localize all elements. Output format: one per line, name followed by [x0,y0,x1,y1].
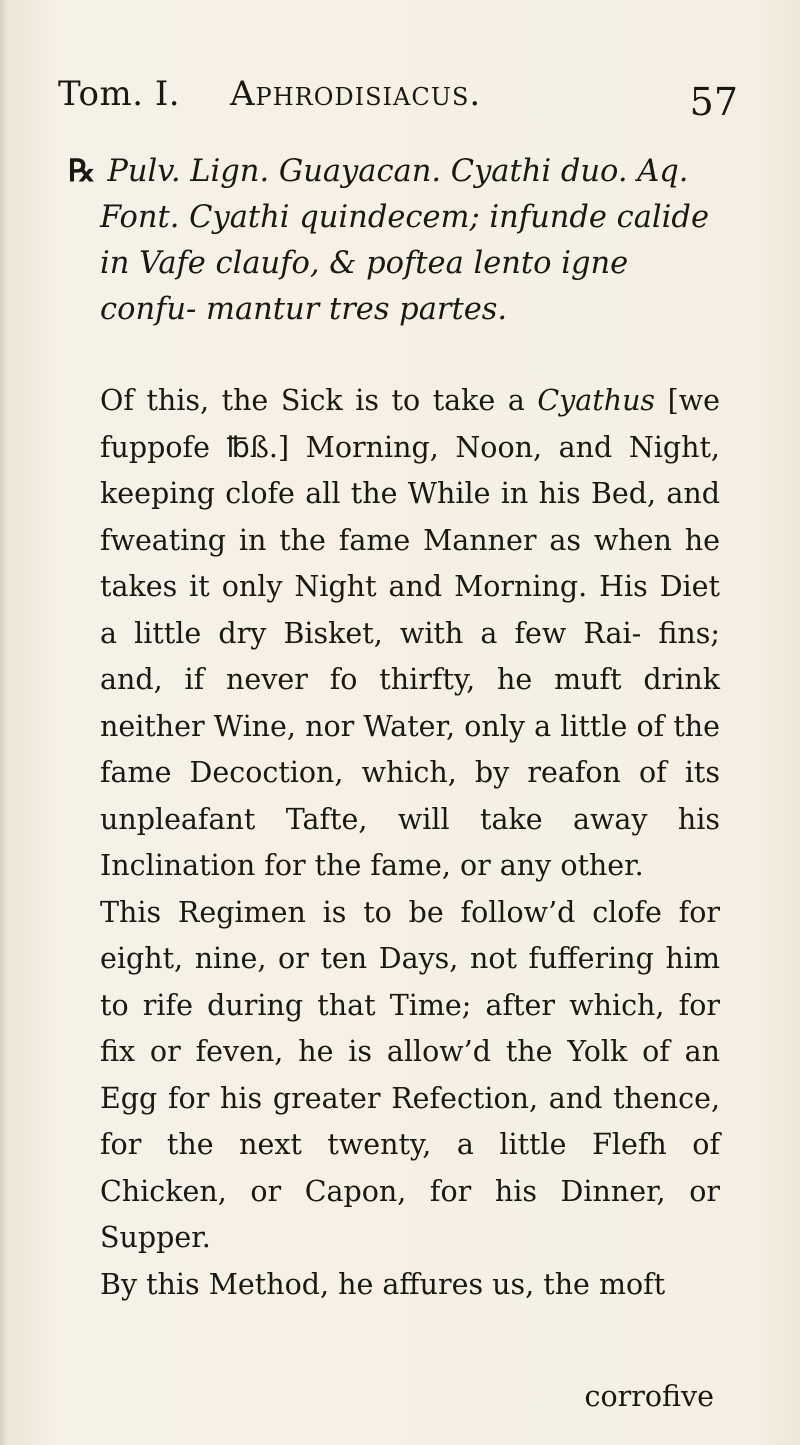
catchword: corrofive [584,1380,714,1413]
paragraph-3: By this Method, he affures us, the moft [100,1267,666,1301]
running-title: Aphrodisiacus. [230,74,482,114]
paragraph-1-rest: [we fuppofe ℔ß.] Morning, Noon, and Night, keeping clofe all the While in his Bed, and fweating in the fame Manner as when he takes it only Night and Morning. His Diet a little dry Bisket, with a few Rai- fins; and, if never fo thirfty, he muft drink neither Wine, nor Water, only a little of the fame Decoction, which, by reafon of its unpleafant Tafte, will take away his Inclination for the fame, or any other. [100,384,720,882]
page-number: 57 [689,80,738,124]
paragraph-1-start: Of this, the Sick is to take a [100,384,538,417]
volume-label: Tom. I. [58,74,181,114]
paragraph-2: This Regimen is to be follow’d clofe for eight, nine, or ten Days, not fuffering him to rife during that Time; after which, for fix or feven, he is allow’d the Yolk of an Egg for his greater Refection, and thence, for the next twenty, a little Flefh of Chicken, or Capon, for his Dinner, or Supper. [100,895,720,1254]
recipe-text: Pulv. Lign. Guayacan. Cyathi duo. Aq. Font. Cyathi quindecem; infunde calide in Vafe claufo, & poftea lento igne confu- mantur tres partes. [100,154,710,327]
paragraph-1 [100,378,720,890]
page-header [58,74,738,134]
page-gutter-edge [0,0,8,1445]
recipe-symbol: ℞ [68,153,96,189]
paragraph-1-italic: Cyathus [537,384,656,417]
main-text [100,378,720,1308]
recipe-block [68,148,720,333]
